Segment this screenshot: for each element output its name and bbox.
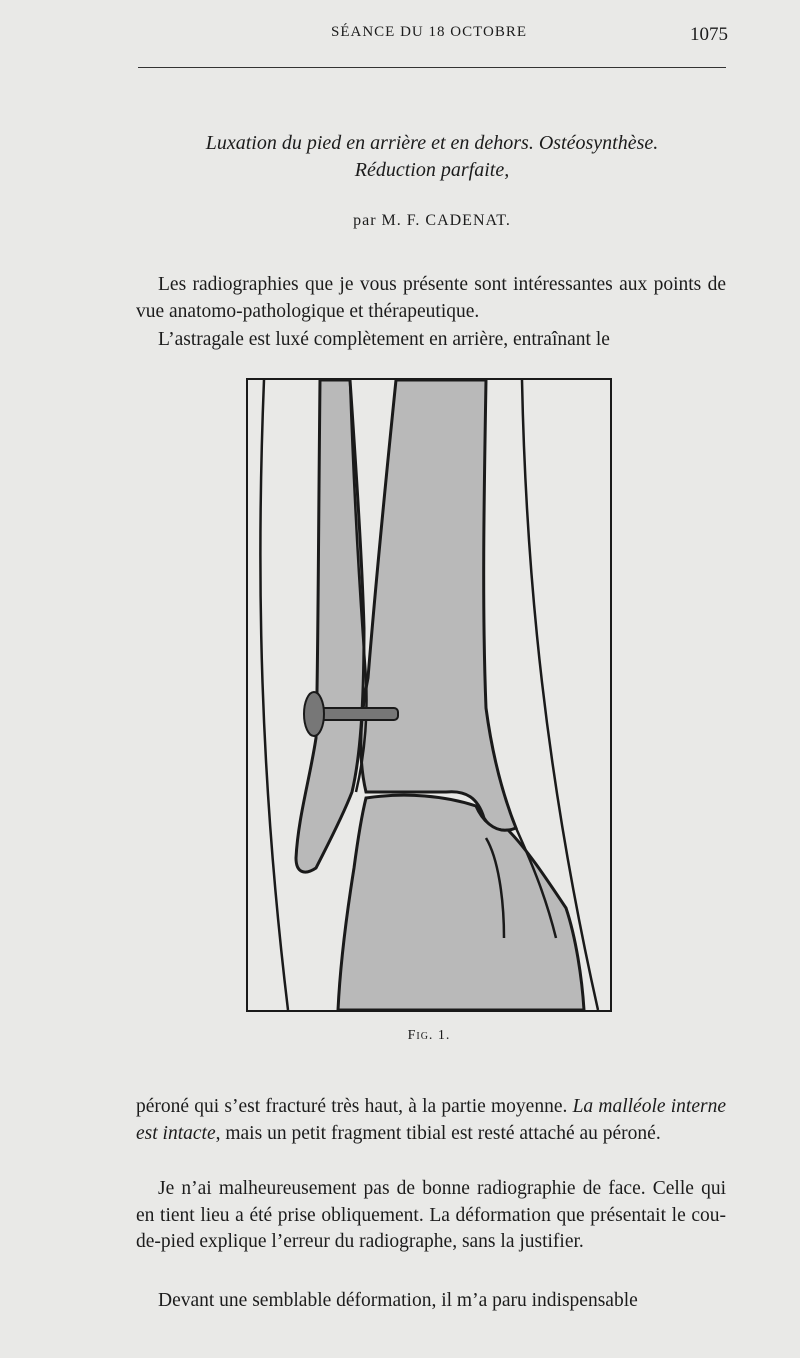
- article-title-line-2: Réduction parfaite,: [354, 159, 510, 181]
- screw-head: [304, 692, 324, 736]
- paragraph-1: Les radiographies que je vous présente sont intéressantes aux points de vue anatomo-pathologique et thérapeutique.: [136, 274, 726, 322]
- figure-radiograph-drawing: [246, 378, 612, 1012]
- running-title: SÉANCE DU 18 OCTOBRE: [331, 24, 527, 40]
- article-title-block: [136, 130, 728, 230]
- paragraph-3-start: péroné qui s’est fracturé très haut, à la partie moyenne.: [136, 1096, 568, 1117]
- paragraph-2: L’astragale est luxé complètement en arrière, entraînant le: [158, 329, 610, 350]
- paragraph-5: Devant une semblable déformation, il m’a paru indispensable: [158, 1290, 638, 1311]
- figure-caption: Fig. 1.: [407, 1028, 451, 1043]
- paragraph-3: [136, 1094, 726, 1147]
- screw-shaft: [318, 708, 398, 720]
- header-rule: [138, 67, 726, 68]
- paragraph-3-italic: La malléole interne est intacte: [136, 1096, 726, 1144]
- paragraph-3-end: , mais un petit fragment tibial est resté attaché au péroné.: [215, 1122, 661, 1144]
- page-number: 1075: [690, 24, 728, 45]
- ankle-diagram: [246, 378, 612, 1012]
- tibia-shape: [361, 380, 516, 830]
- article-title-line-1: Luxation du pied en arrière et en dehors. Ostéosynthèse.: [205, 132, 659, 154]
- paragraph-4: Je n’ai malheureusement pas de bonne radiographie de face. Celle qui en tient lieu a été prise obliquement. La déformation que présentait le cou-de-pied explique l’erreur du radiographe, sans la justifier.: [136, 1178, 726, 1252]
- page-header: [130, 24, 728, 50]
- article-byline: par M. F. CADENAT.: [353, 212, 511, 229]
- skin-outline-left: [260, 380, 288, 1010]
